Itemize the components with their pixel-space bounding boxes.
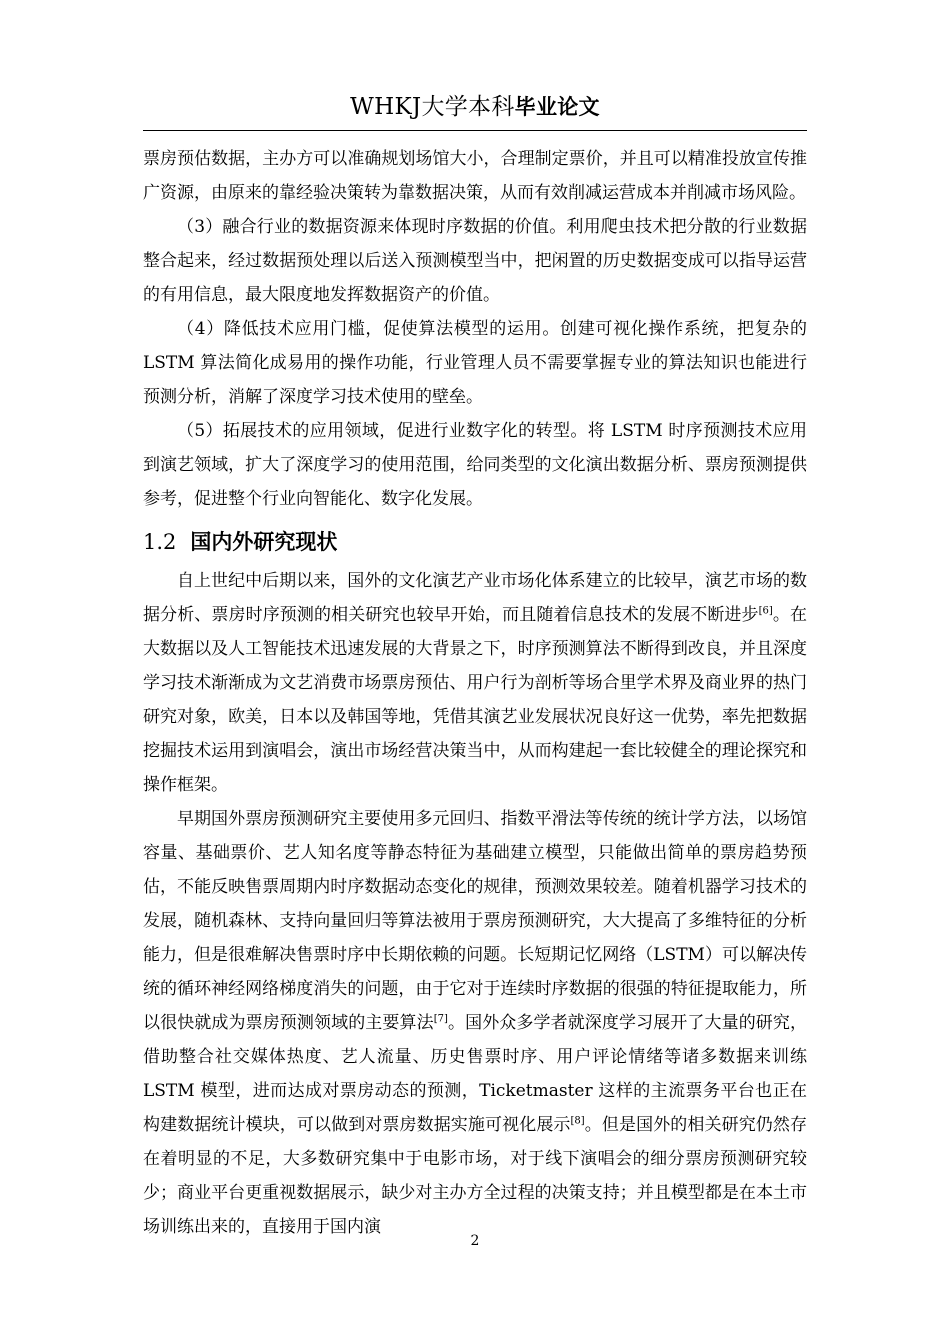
citation-ref: [8] bbox=[570, 1115, 585, 1127]
paragraph-research-2 bbox=[143, 802, 807, 1244]
paragraph-item-5: （5）拓展技术的应用领域，促进行业数字化的转型。将 LSTM 时序预测技术应用到演艺领域，扩大了深度学习的使用范围，给同类型的文化演出数据分析、票房预测提供参考，促进整个行业向智能化、数字化发展。 bbox=[143, 421, 807, 509]
paragraph-item-4: （4）降低技术应用门槛，促使算法模型的运用。创建可视化操作系统，把复杂的 LSTM 算法简化成易用的操作功能，行业管理人员不需要掌握专业的算法知识也能进行预测分析，消解了深度学习技术使用的壁垒。 bbox=[143, 319, 807, 407]
header-rule bbox=[143, 130, 807, 131]
paragraph-text: 。在大数据以及人工智能技术迅速发展的大背景之下，时序预测算法不断得到改良，并且深度学习技术渐渐成为文艺消费市场票房预估、用户行为剖析等场合里学术界及商业界的热门研究对象，欧美，日本以及韩国等地，凭借其演艺业发展状况良好这一优势，率先把数据挖掘技术运用到演唱会，演出市场经营决策当中，从而构建起一套比较健全的理论探究和操作框架。 bbox=[143, 605, 807, 795]
section-heading bbox=[143, 524, 807, 560]
citation-ref: [6] bbox=[758, 605, 773, 617]
paragraph-research-1 bbox=[143, 564, 807, 802]
section-title: 国内外研究现状 bbox=[190, 530, 338, 554]
page-header bbox=[0, 92, 950, 122]
paragraph-item-3: （3）融合行业的数据资源来体现时序数据的价值。利用爬虫技术把分散的行业数据整合起来，经过数据预处理以后送入预测模型当中，把闲置的历史数据变成可以指导运营的有用信息，最大限度地发挥数据资产的价值。 bbox=[143, 217, 807, 305]
page-body bbox=[143, 142, 807, 1244]
section-number: 1.2 bbox=[143, 530, 177, 554]
paragraph-text: 。但是国外的相关研究仍然存在着明显的不足，大多数研究集中于电影市场，对于线下演唱会的细分票房预测研究较少；商业平台更重视数据展示，缺少对主办方全过程的决策支持；并且模型都是在本土市场训练出来的，直接用于国内演 bbox=[143, 1115, 808, 1237]
header-title-main: WHKJ大学本科 bbox=[350, 94, 515, 120]
paragraph-text: 早期国外票房预测研究主要使用多元回归、指数平滑法等传统的统计学方法，以场馆容量、基础票价、艺人知名度等静态特征为基础建立模型，只能做出简单的票房趋势预估，不能反映售票周期内时序数据动态变化的规律，预测效果较差。随着机器学习技术的发展，随机森林、支持向量回归等算法被用于票房预测研究，大大提高了多维特征的分析能力，但是很难解决售票时序中长期依赖的问题。长短期记忆网络（LSTM）可以解决传统的循环神经网络梯度消失的问题，由于它对于连续时序数据的很强的特征提取能力，所以很快就成为票房预测领域的主要算法 bbox=[143, 809, 807, 1033]
header-title-bold: 毕业论文 bbox=[514, 95, 600, 119]
page-number: 2 bbox=[470, 1233, 480, 1249]
paragraph-continued: 票房预估数据，主办方可以准确规划场馆大小，合理制定票价，并且可以精准投放宣传推广资源，由原来的靠经验决策转为靠数据决策，从而有效削减运营成本并削减市场风险。 bbox=[143, 149, 807, 203]
paragraph-text: 自上世纪中后期以来，国外的文化演艺产业市场化体系建立的比较早，演艺市场的数据分析、票房时序预测的相关研究也较早开始，而且随着信息技术的发展不断进步 bbox=[143, 571, 807, 625]
paragraph-text: 。国外众多学者就深度学习展开了大量的研究，借助整合社交媒体热度、艺人流量、历史售票时序、用户评论情绪等诸多数据来训练 LSTM 模型，进而达成对票房动态的预测，Ticketmaster 这样的主流票务平台也正在构建数据统计模块，可以做到对票房数据实施可视化展示 bbox=[143, 1013, 808, 1135]
citation-ref: [7] bbox=[433, 1013, 448, 1025]
